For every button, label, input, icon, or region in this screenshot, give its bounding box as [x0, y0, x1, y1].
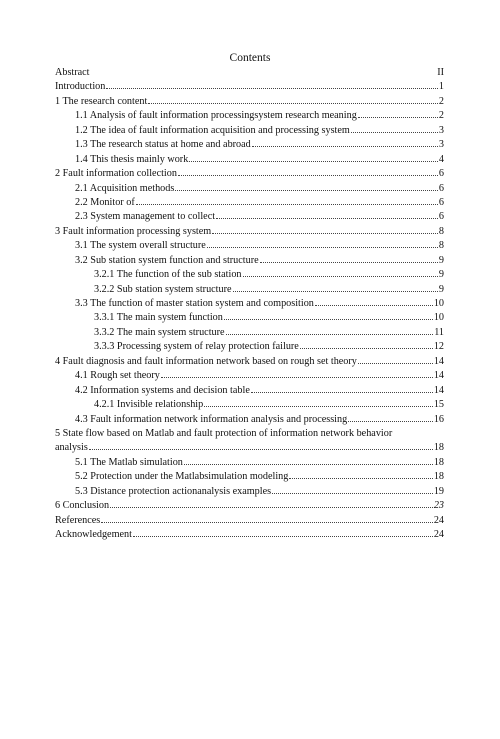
- page-title: Contents: [229, 52, 271, 64]
- toc-entry-label: Abstract: [55, 67, 90, 78]
- toc-page-number: II: [437, 67, 444, 78]
- dot-leader: [289, 478, 432, 479]
- dot-leader: [101, 522, 433, 523]
- toc-entry-label: 3 Fault information processing system: [55, 225, 212, 237]
- dot-leader: [178, 175, 438, 176]
- dot-leader: [315, 305, 433, 306]
- toc-entry-label: 1.3 The research status at home and abroad: [75, 139, 251, 151]
- toc-page-number: 18: [433, 456, 444, 468]
- dot-leader: [233, 291, 438, 292]
- toc-entry-label: 3.2.2 Sub station system structure: [94, 283, 232, 295]
- toc-page-number: 18: [433, 471, 444, 483]
- toc-entry-label: References: [55, 514, 101, 526]
- toc-entry-label: 3.2.1 The function of the sub station: [94, 269, 242, 281]
- toc-page-number: 10: [433, 312, 444, 324]
- dot-leader: [358, 363, 433, 364]
- toc-entry-label: 3.3.1 The main system function: [94, 312, 223, 324]
- dot-leader: [207, 247, 438, 248]
- toc-page-number: 8: [438, 240, 444, 252]
- toc-entry[interactable]: [55, 225, 444, 239]
- dot-leader: [252, 146, 438, 147]
- dot-leader: [226, 334, 434, 335]
- toc-entry-label: 3.3.2 The main system structure: [94, 326, 225, 338]
- toc-entry[interactable]: [55, 441, 444, 455]
- toc-page-number: 18: [433, 442, 444, 454]
- toc-entry-label: 2.2 Monitor of: [75, 196, 135, 208]
- toc-page-number: 24: [433, 529, 444, 540]
- toc-entry[interactable]: [55, 398, 444, 412]
- toc-entry-label: Acknowledgement: [55, 529, 132, 540]
- toc-entry[interactable]: [55, 138, 444, 152]
- toc-page-number: 12: [433, 341, 444, 353]
- toc-page-number: 6: [438, 211, 444, 223]
- dot-leader: [175, 190, 438, 191]
- toc-entry-label: 1 The research content: [55, 95, 148, 107]
- dot-leader: [224, 319, 433, 320]
- toc-page-number: 2: [438, 110, 444, 122]
- dot-leader: [251, 392, 433, 393]
- toc-page-number: 23: [433, 500, 444, 512]
- dot-leader: [204, 406, 433, 407]
- dot-leader: [272, 493, 433, 494]
- toc-entry[interactable]: [55, 254, 444, 268]
- toc-entry-label: Introduction: [55, 81, 106, 93]
- dot-leader: [133, 536, 433, 537]
- toc-entry[interactable]: [55, 80, 444, 94]
- toc-entry-label: 2.3 System management to collect: [75, 211, 216, 223]
- toc-page-number: 14: [433, 355, 444, 367]
- toc-entry[interactable]: [55, 109, 444, 123]
- dot-leader: [260, 262, 438, 263]
- toc-page-number: 8: [438, 225, 444, 237]
- toc-entry[interactable]: [55, 196, 444, 210]
- toc-entry[interactable]: [55, 311, 444, 325]
- toc-entry-label: 4 Fault diagnosis and fault information network based on rough set theory: [55, 355, 357, 367]
- toc-page-number: 24: [433, 514, 444, 526]
- toc-page-number: 19: [433, 485, 444, 497]
- dot-leader: [136, 204, 438, 205]
- toc-page-number: 6: [438, 168, 444, 180]
- toc-entry-label: 3.3 The function of master station system and composition: [75, 298, 314, 309]
- toc-page-number: 6: [438, 182, 444, 194]
- table-of-contents: [55, 66, 444, 542]
- dot-leader: [189, 161, 438, 162]
- toc-entry[interactable]: [55, 470, 444, 484]
- toc-entry-label: 5.3 Distance protection actionanalysis examples: [75, 485, 272, 497]
- toc-entry-label: 3.1 The system overall structure: [75, 240, 206, 252]
- toc-entry-label: 3.2 Sub station system function and structure: [75, 254, 259, 266]
- toc-entry[interactable]: [55, 514, 444, 528]
- toc-page-number: 9: [438, 269, 444, 281]
- toc-page-number: 11: [434, 326, 444, 338]
- toc-entry[interactable]: [55, 355, 444, 369]
- toc-page-number: 3: [438, 139, 444, 151]
- dot-leader: [89, 449, 433, 450]
- dot-leader: [184, 464, 433, 465]
- toc-entry-label: 1.4 This thesis mainly work: [75, 153, 189, 165]
- dot-leader: [106, 88, 438, 89]
- toc-entry[interactable]: [55, 167, 444, 181]
- toc-entry[interactable]: [55, 124, 444, 138]
- toc-entry[interactable]: [55, 210, 444, 224]
- toc-entry-label: 4.2 Information systems and decision table: [75, 384, 250, 396]
- toc-entry-label: 1.2 The idea of fault information acquisition and processing system: [75, 124, 350, 136]
- toc-entry[interactable]: [55, 456, 444, 470]
- toc-entry[interactable]: [55, 239, 444, 253]
- toc-entry[interactable]: [55, 268, 444, 282]
- toc-entry[interactable]: [55, 95, 444, 109]
- toc-entry[interactable]: [55, 340, 444, 354]
- toc-entry[interactable]: [55, 182, 444, 196]
- toc-entry[interactable]: [55, 369, 444, 383]
- toc-entry[interactable]: [55, 326, 444, 340]
- toc-entry[interactable]: [55, 528, 444, 542]
- toc-entry[interactable]: [55, 66, 444, 80]
- dot-leader: [243, 276, 438, 277]
- dot-leader: [110, 507, 433, 508]
- toc-entry-label: 4.2.1 Invisible relationship: [94, 399, 204, 411]
- dot-leader: [148, 103, 438, 104]
- toc-page-number: 3: [438, 124, 444, 136]
- toc-entry[interactable]: [55, 297, 444, 311]
- toc-page-number: 10: [433, 298, 444, 309]
- toc-entry-label: 4.1 Rough set theory: [75, 370, 160, 382]
- toc-page-number: 4: [438, 153, 444, 165]
- toc-entry[interactable]: [55, 499, 444, 513]
- toc-page-number: 1: [438, 81, 444, 93]
- toc-entry-label: 3.3.3 Processing system of relay protection failure: [94, 341, 299, 353]
- toc-page-number: 14: [433, 370, 444, 382]
- dot-leader: [300, 348, 433, 349]
- dot-leader: [358, 117, 438, 118]
- dot-leader: [212, 233, 438, 234]
- toc-entry-label: 5.1 The Matlab simulation: [75, 456, 183, 468]
- toc-entry-label: 2.1 Acquisition methods: [75, 182, 175, 194]
- toc-entry-label: 5.2 Protection under the Matlabsimulation modeling: [75, 471, 289, 483]
- dot-leader: [348, 421, 433, 422]
- toc-entry[interactable]: [55, 153, 444, 167]
- toc-entry[interactable]: [55, 413, 444, 427]
- toc-entry-label: 4.3 Fault information network information analysis and processing: [75, 413, 348, 425]
- toc-entry[interactable]: [55, 485, 444, 499]
- toc-page-number: 9: [438, 283, 444, 295]
- dot-leader: [161, 377, 433, 378]
- toc-page-number: 16: [433, 413, 444, 425]
- toc-entry-label: 6 Conclusion: [55, 500, 110, 512]
- toc-entry-label: analysis: [55, 442, 88, 454]
- toc-entry-label: 5 State flow based on Matlab and fault protection of information network behavior: [55, 427, 393, 439]
- dot-leader: [216, 218, 438, 219]
- toc-entry[interactable]: [55, 384, 444, 398]
- toc-entry-label: 1.1 Analysis of fault information processingsystem research meaning: [75, 110, 357, 122]
- toc-page-number: 14: [433, 384, 444, 396]
- toc-page-number: 2: [438, 95, 444, 107]
- toc-page-number: 15: [433, 399, 444, 411]
- toc-entry-label: 2 Fault information collection: [55, 168, 177, 180]
- toc-page-number: 6: [438, 196, 444, 208]
- dot-leader: [351, 132, 438, 133]
- toc-page-number: 9: [438, 254, 444, 266]
- toc-entry[interactable]: [55, 283, 444, 297]
